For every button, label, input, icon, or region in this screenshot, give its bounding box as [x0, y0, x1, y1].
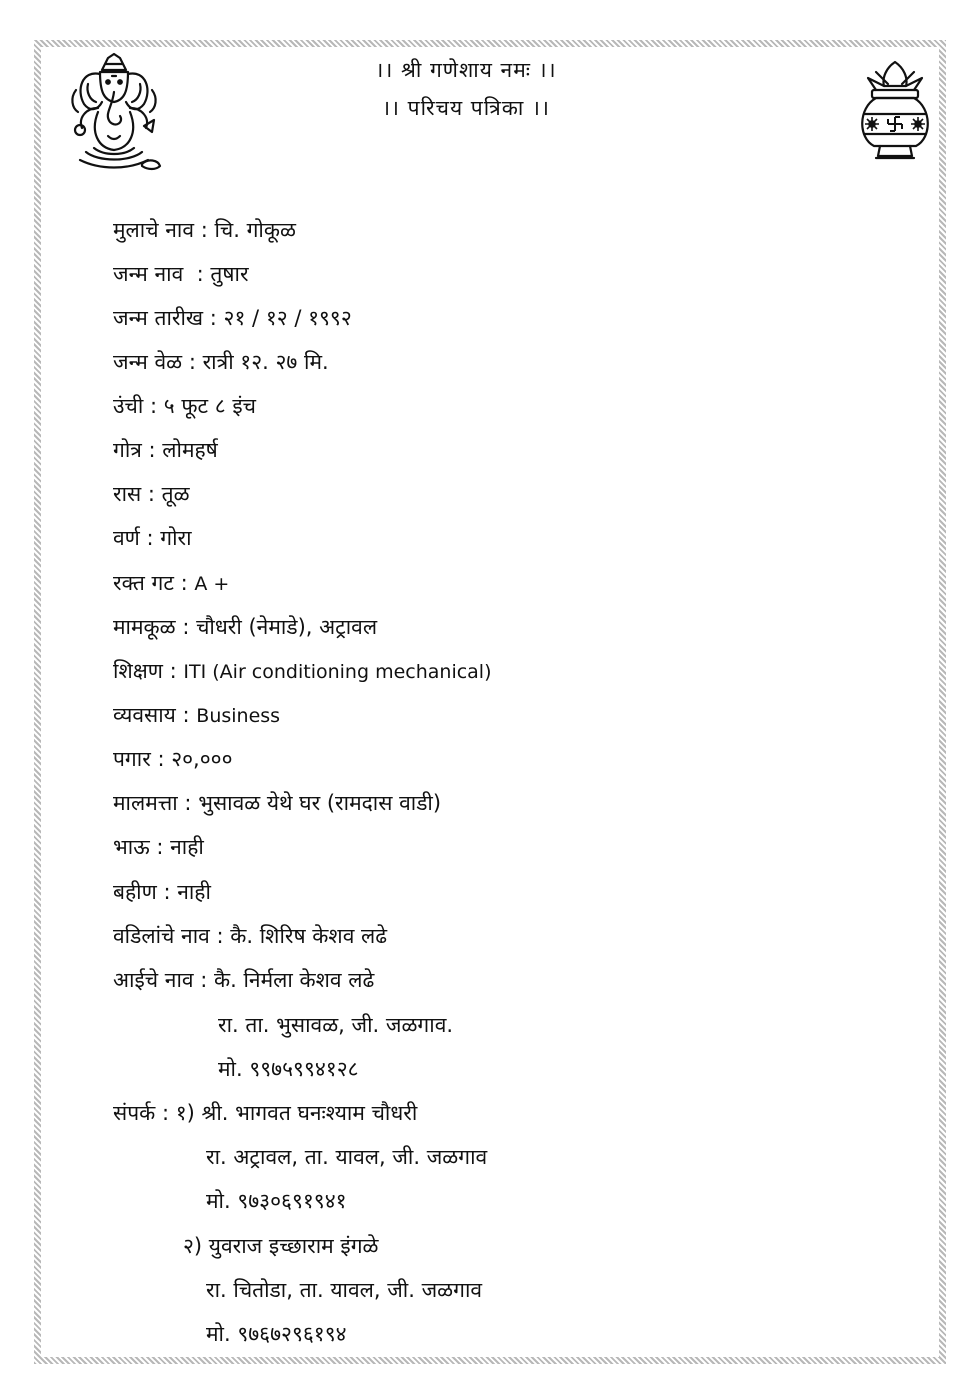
kalash-icon: [856, 58, 934, 162]
detail-label: रास: [113, 482, 142, 506]
detail-row-property: मालमत्ता : भुसावळ येथे घर (रामदास वाडी): [113, 791, 442, 815]
detail-label: वर्ण: [113, 526, 140, 550]
detail-row-occupation: व्यवसाय : Business: [113, 703, 281, 727]
document-title: ।। परिचय पत्रिका ।।: [382, 96, 550, 120]
detail-row-birth-date: जन्म तारीख : २१ / १२ / १९९२: [113, 306, 352, 330]
contact-first-mobile: मो. ९७३०६९१९४१: [206, 1189, 347, 1213]
detail-row-father-name: वडिलांचे नाव : कै. शिरिष केशव लढे: [113, 924, 388, 948]
detail-row-maternal-family: मामकूळ : चौधरी (नेमाडे), अट्रावल: [113, 615, 378, 639]
detail-label: जन्म नाव: [113, 262, 190, 286]
detail-value: तुषार: [210, 262, 249, 286]
detail-value: कै. निर्मला केशव लढे: [214, 968, 375, 992]
ganesha-icon: [64, 52, 164, 177]
detail-value: लोमहर्ष: [162, 438, 218, 462]
detail-row-mother-name: आईचे नाव : कै. निर्मला केशव लढे: [113, 968, 375, 992]
contact-first-row: संपर्क : १) श्री. भागवत घनःश्याम चौधरी: [113, 1101, 418, 1125]
detail-label: जन्म तारीख: [113, 306, 204, 330]
detail-row-name: मुलाचे नाव : चि. गोकूळ: [113, 218, 296, 242]
detail-value: A +: [194, 573, 230, 595]
detail-value: नाही: [170, 835, 204, 859]
detail-label: रक्त गट: [113, 571, 174, 595]
invocation-heading: ।। श्री गणेशाय नमः ।।: [375, 58, 557, 82]
detail-value: रात्री १२. २७ मि.: [202, 350, 329, 374]
detail-row-height: उंची : ५ फूट ८ इंच: [113, 394, 257, 418]
contact-second-address: रा. चितोडा, ता. यावल, जी. जळगाव: [206, 1278, 483, 1302]
detail-label: आईचे नाव: [113, 968, 194, 992]
detail-label: उंची: [113, 394, 144, 418]
detail-row-brother: भाऊ : नाही: [113, 835, 204, 859]
detail-row-salary: पगार : २०,०००: [113, 747, 233, 771]
detail-value: चि. गोकूळ: [214, 218, 296, 242]
detail-value: भुसावळ येथे घर (रामदास वाडी): [198, 791, 442, 815]
contact-label: संपर्क: [113, 1101, 156, 1125]
parents-address: रा. ता. भुसावळ, जी. जळगाव.: [218, 1013, 454, 1037]
detail-value: गोरा: [160, 526, 192, 550]
detail-label: बहीण: [113, 880, 157, 904]
detail-value: ५ फूट ८ इंच: [163, 394, 257, 418]
detail-label: जन्म वेळ: [113, 350, 183, 374]
detail-row-complexion: वर्ण : गोरा: [113, 526, 192, 550]
detail-value: Business: [196, 705, 281, 727]
detail-label: व्यवसाय: [113, 703, 176, 727]
detail-value: कै. शिरिष केशव लढे: [230, 924, 388, 948]
detail-row-rashi: रास : तूळ: [113, 482, 190, 506]
detail-label: गोत्र: [113, 438, 142, 462]
contact-second-name: २) युवराज इच्छाराम इंगळे: [183, 1234, 379, 1258]
detail-value: तूळ: [161, 482, 190, 506]
contact-second-mobile: मो. ९७६७२९६१९४: [206, 1322, 347, 1346]
detail-row-education: शिक्षण : ITI (Air conditioning mechanical): [113, 659, 492, 683]
detail-value: २०,०००: [171, 747, 233, 771]
detail-label: मुलाचे नाव: [113, 218, 195, 242]
detail-value: चौधरी (नेमाडे), अट्रावल: [196, 615, 378, 639]
detail-row-birth-time: जन्म वेळ : रात्री १२. २७ मि.: [113, 350, 329, 374]
detail-label: पगार: [113, 747, 151, 771]
detail-row-sister: बहीण : नाही: [113, 880, 211, 904]
detail-label: मामकूळ: [113, 615, 176, 639]
detail-value: ITI (Air conditioning mechanical): [183, 661, 492, 683]
detail-label: वडिलांचे नाव: [113, 924, 210, 948]
parents-mobile: मो. ९९७५९९४१२८: [218, 1057, 359, 1081]
detail-label: शिक्षण: [113, 659, 163, 683]
detail-value: नाही: [177, 880, 211, 904]
contact-first-address: रा. अट्रावल, ता. यावल, जी. जळगाव: [206, 1145, 488, 1169]
detail-row-blood-group: रक्त गट : A +: [113, 571, 230, 595]
detail-row-birth-name: जन्म नाव : तुषार: [113, 262, 249, 286]
detail-row-gotra: गोत्र : लोमहर्ष: [113, 438, 218, 462]
detail-label: मालमत्ता: [113, 791, 178, 815]
detail-value: २१ / १२ / १९९२: [223, 306, 352, 330]
contact-first-name: १) श्री. भागवत घनःश्याम चौधरी: [175, 1101, 418, 1125]
detail-label: भाऊ: [113, 835, 150, 859]
